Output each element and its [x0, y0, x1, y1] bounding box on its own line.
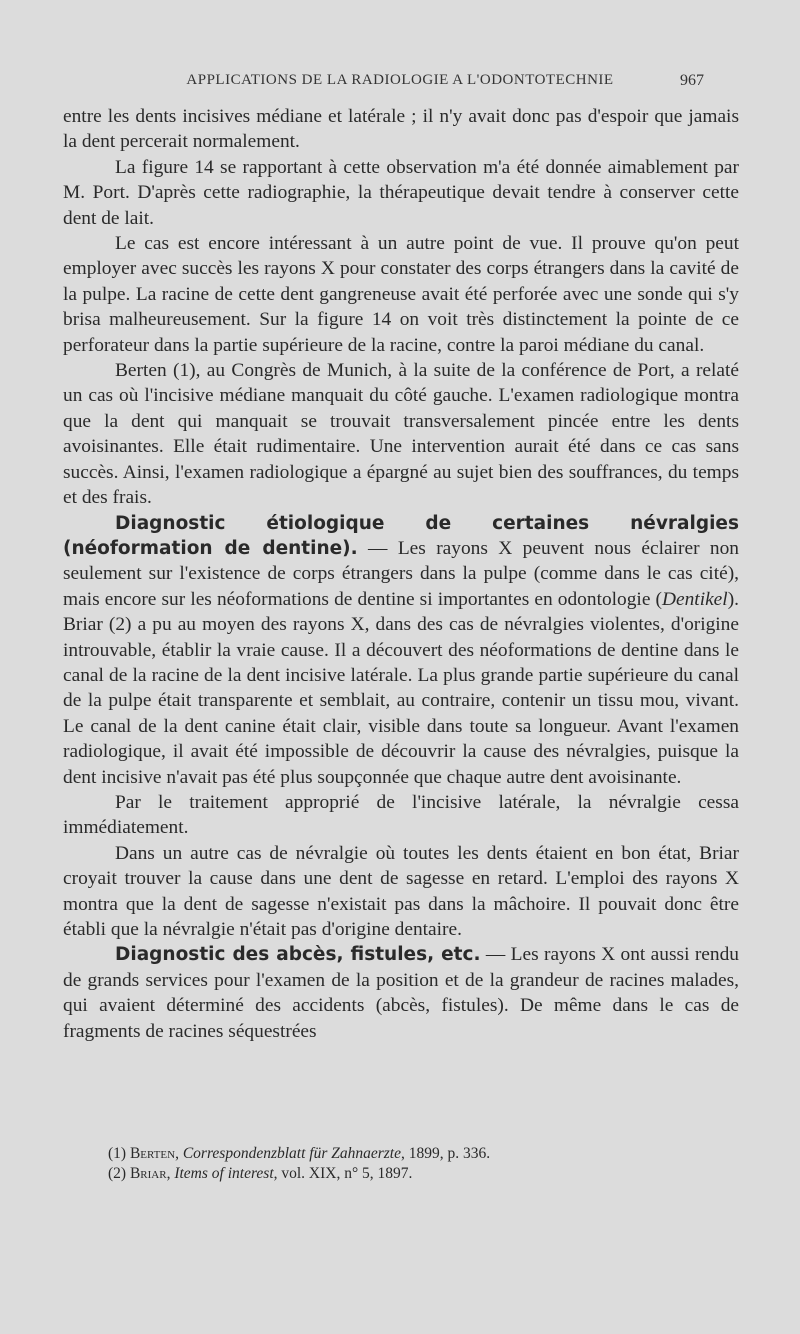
page-number: 967 [680, 72, 704, 89]
footnote-title: Correspondenzblatt für Zahnaerzte [182, 1145, 401, 1162]
running-title: APPLICATIONS DE LA RADIOLOGIE A L'ODONTOTECHNIE [186, 72, 614, 88]
footnotes [108, 1144, 728, 1184]
footnote-author: Berten [129, 1145, 176, 1162]
paragraph: entre les dents incisives médiane et latérale ; il n'y avait donc pas d'espoir que jamais la dent percerait normalement. [63, 106, 739, 153]
body-text [63, 104, 739, 1044]
footnote-separator: , [175, 1145, 183, 1162]
paragraph: Berten (1), au Congrès de Munich, à la suite de la conférence de Port, a relaté un cas où l'incisive médiane manquait du côté gauche. L'examen radiologique montra que la dent qui manquait se trouvait transversalement pincée entre les dents avoisinantes. Elle était rudimentaire. Une intervention aurait été dans ce cas sans succès. Ainsi, l'examen radiologique a épargné au sujet bien des souffrances, du temps et des frais. [63, 360, 739, 509]
paragraph-text: — Les rayons X peuvent nous éclairer non seulement sur l'existence de corps étrangers dans la pulpe (comme dans le cas cité), mais encore sur les néoformations de dentine si importantes en odontologie ( [63, 537, 739, 610]
footnote-author: Briar [129, 1165, 167, 1182]
paragraph: Par le traitement approprié de l'incisive latérale, la névralgie cessa immédiatement. [63, 791, 739, 839]
italic-term: Dentikel [662, 588, 728, 610]
footnote-details: , vol. XIX, n° 5, 1897. [273, 1165, 413, 1182]
paragraph: Le cas est encore intéressant à un autre point de vue. Il prouve qu'on peut employer avec succès les rayons X pour constater des corps étrangers dans la cavité de la pulpe. La racine de cette dent gangreneuse avait été perforée avec une sonde qui s'y brisa malheureusement. Sur la figure 14 on voit très distinctement la pointe de ce perforateur dans la partie supérieure de la racine, contre la paroi médiane du canal. [63, 233, 739, 356]
section-heading: Diagnostic des abcès, fistules, etc. [115, 944, 481, 966]
footnote [108, 1144, 728, 1164]
paragraph: La figure 14 se rapportant à cette observation m'a été donnée aimablement par M. Port. D'après cette radiographie, la thérapeutique devait tendre à conserver cette dent de lait. [63, 156, 739, 229]
section-heading: Diagnostic étiologique de certaines névralgies (néoformation de dentine). [63, 512, 739, 559]
footnote [108, 1164, 728, 1184]
footnote-number: (2) [108, 1165, 130, 1182]
paragraph [63, 942, 739, 1044]
page-header [0, 72, 800, 96]
paragraph-text: ). Briar (2) a pu au moyen des rayons X, dans des cas de névralgies violentes, d'origine introuvable, établir la vraie cause. Il a découvert des néoformations de dentine dans le canal de la racine de la dent incisive latérale. La plus grande partie supérieure du canal de la pulpe était transparente et semblait, au contraire, contenir un tissu mou, vivant. Le canal de la dent canine était clair, visible dans toute sa longueur. Avant l'examen radiologique, il avait été impossible de découvrir la cause des névralgies, puisque la dent incisive n'avait pas été plus soupçonnée que chaque autre dent avoisinante. [63, 588, 739, 788]
paragraph [63, 511, 739, 790]
footnote-number: (1) [108, 1145, 130, 1162]
paragraph-text: — Les rayons X ont aussi rendu de grands services pour l'examen de la position et de la grandeur de racines malades, qui avaient déterminé des accidents (abcès, fistules). De même dans le cas de fragments de racines séquestrées [63, 944, 739, 1042]
paragraph: Dans un autre cas de névralgie où toutes les dents étaient en bon état, Briar croyait trouver la cause dans une dent de sagesse en retard. L'emploi des rayons X montra que la dent de sagesse n'existait pas dans la mâchoire. Il pouvait donc être établi que la névralgie n'était pas d'origine dentaire. [63, 842, 739, 940]
footnote-details: , 1899, p. 336. [401, 1145, 491, 1162]
footnote-title: Items of interest [174, 1165, 274, 1182]
footnote-separator: , [166, 1165, 175, 1182]
